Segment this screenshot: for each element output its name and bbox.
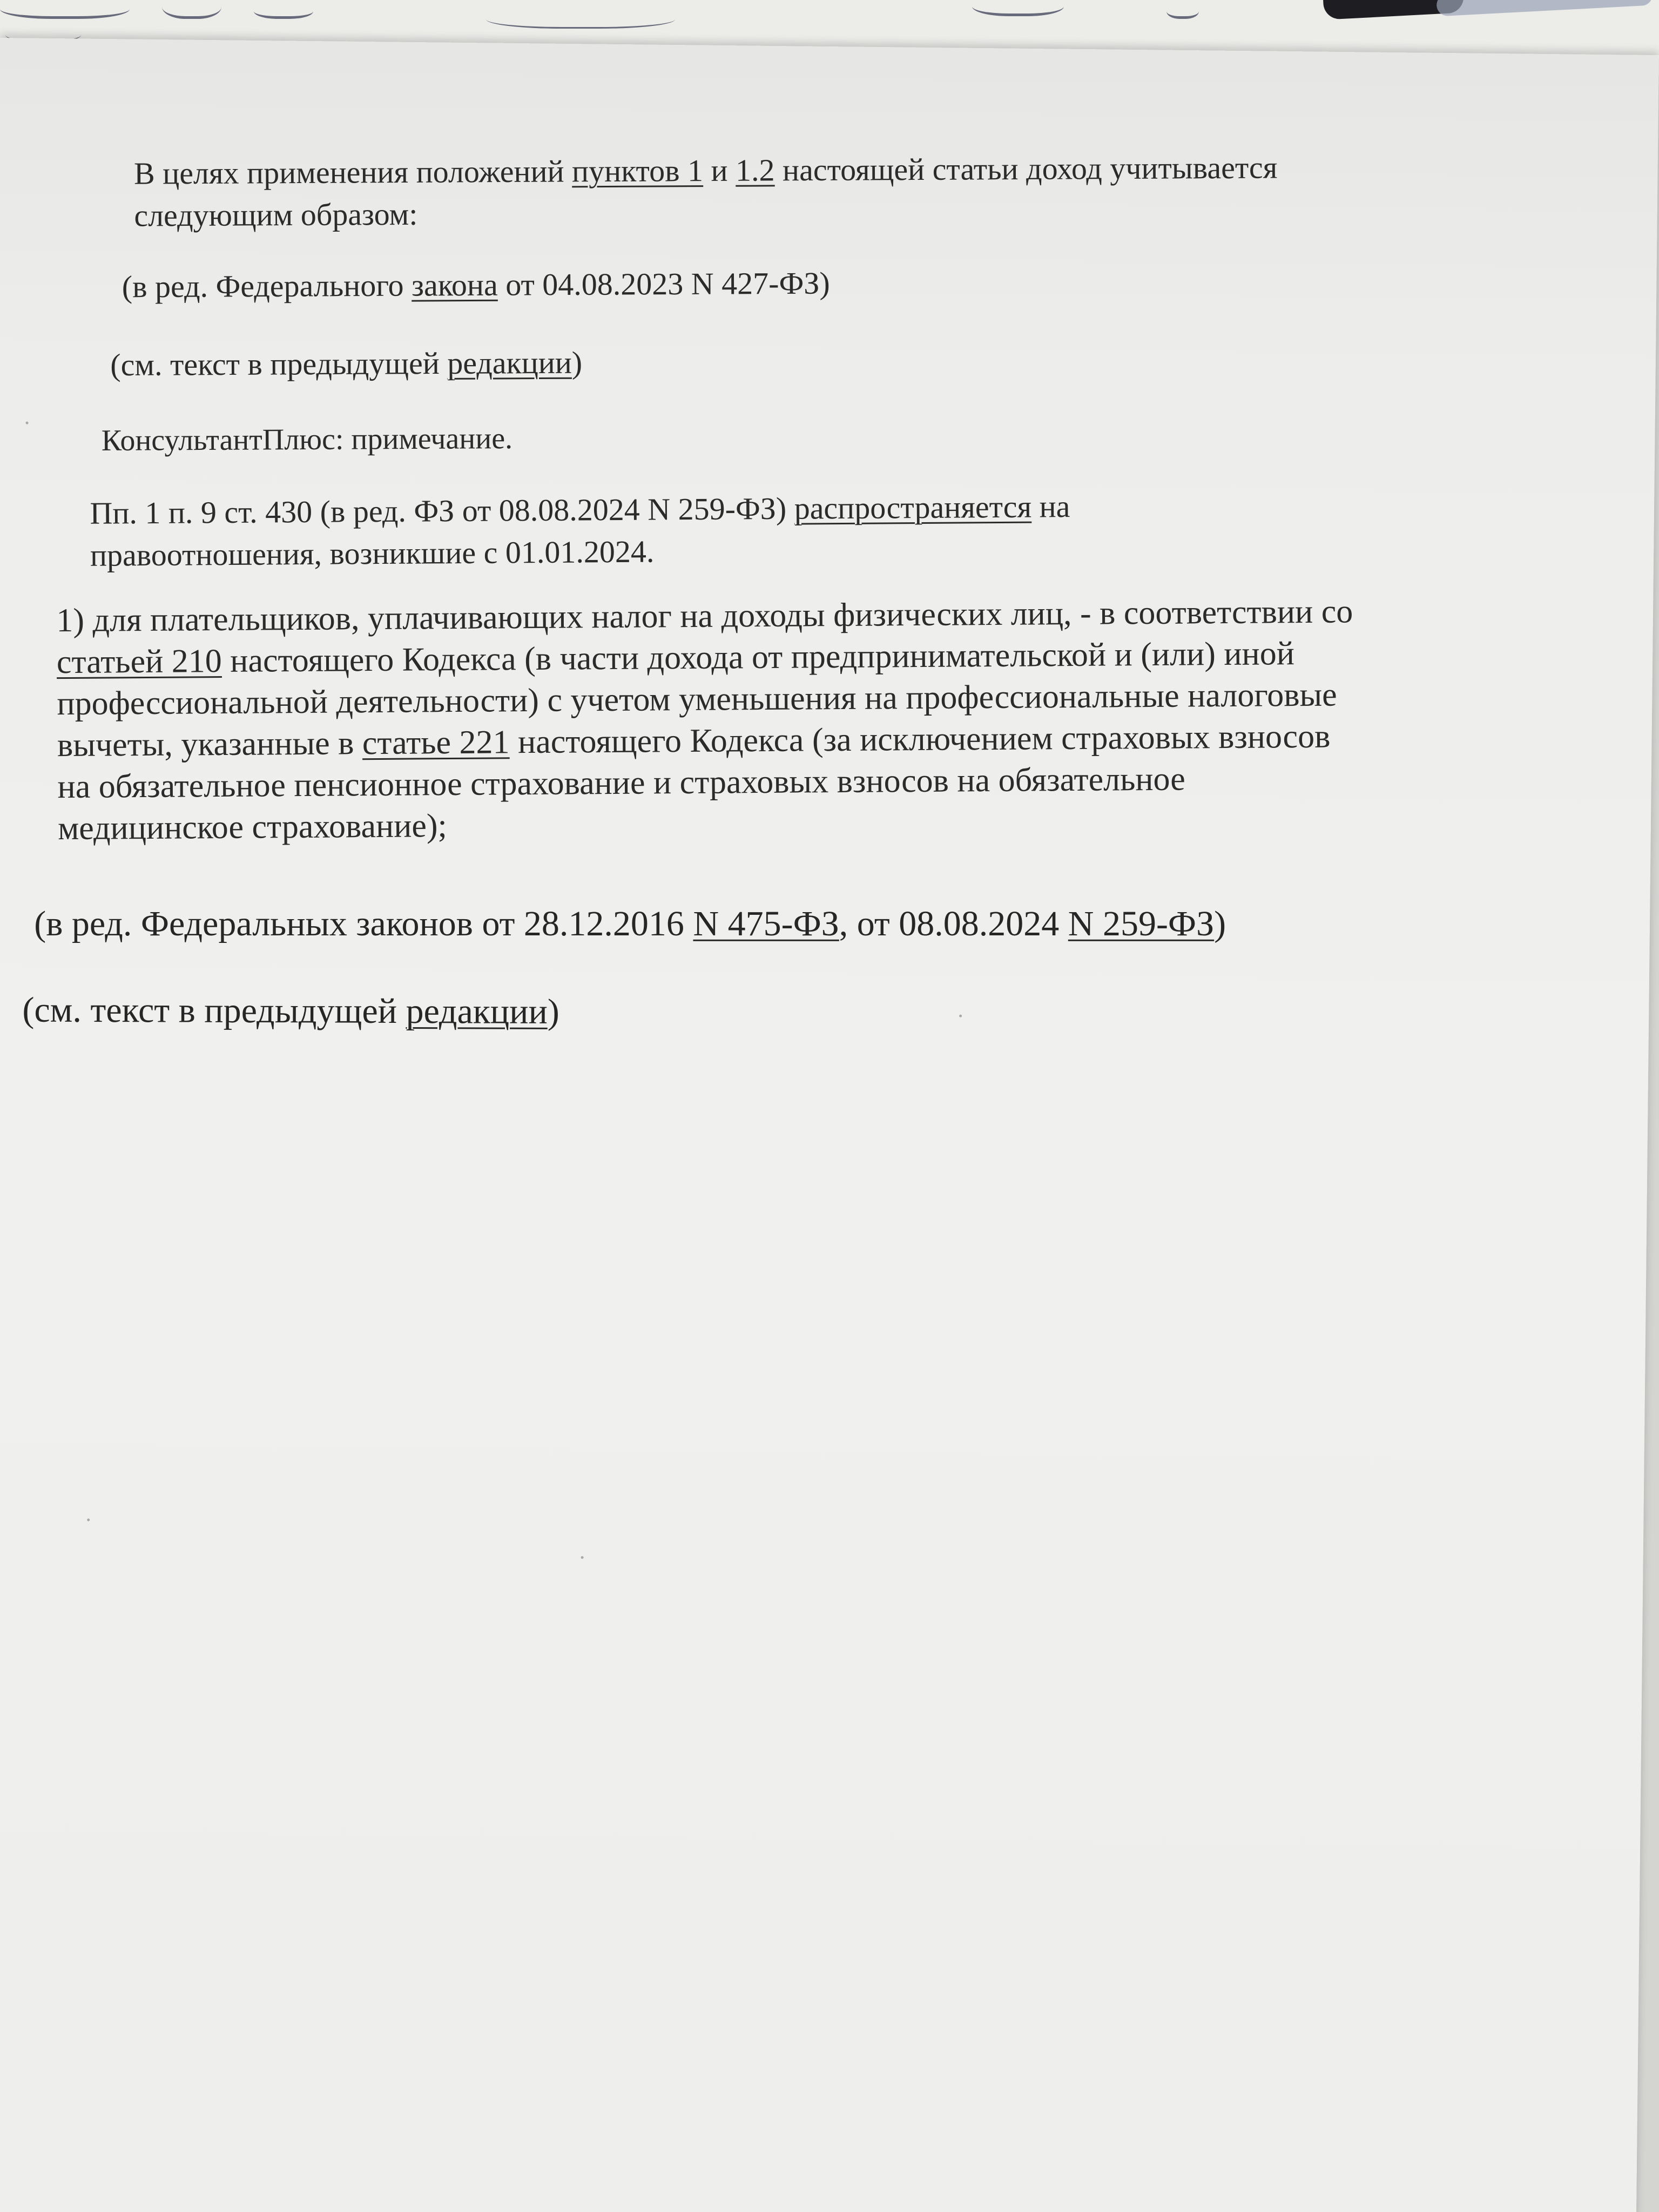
link-applies[interactable]: распространяется xyxy=(794,489,1032,526)
pen-tip-shape xyxy=(1436,0,1653,16)
link-article-221[interactable]: статье 221 xyxy=(362,724,510,762)
p7-text-b: , от 08.08.2024 xyxy=(839,903,1068,943)
link-article-210[interactable]: статьей 210 xyxy=(56,643,222,681)
p6-line3: профессиональной деятельности) с учетом уменьшения на профессиональные налоговые xyxy=(57,676,1337,723)
link-law-259[interactable]: N 259-ФЗ xyxy=(1068,903,1215,943)
p3-text-a: (см. текст в предыдущей xyxy=(110,345,448,383)
p6-line5: на обязательное пенсионное страхование и страховых взносов на обязательное xyxy=(57,760,1186,806)
p7-text-a: (в ред. Федеральных законов от 28.12.2016 xyxy=(34,903,693,943)
p5-text-b: на xyxy=(1031,489,1070,524)
p7-text-c: ) xyxy=(1214,903,1226,943)
consultant-note-body xyxy=(90,485,1070,577)
p1-text-b: и xyxy=(703,152,736,188)
previous-edition-note-1 xyxy=(110,342,582,387)
link-law-475[interactable]: N 475-ФЗ xyxy=(693,903,839,943)
revision-note-2023 xyxy=(122,262,830,308)
p5-text-a: Пп. 1 п. 9 ст. 430 (в ред. ФЗ от 08.08.2024 N 259-ФЗ) xyxy=(90,490,794,531)
document-page xyxy=(0,38,1659,2212)
previous-edition-note-2 xyxy=(22,989,559,1034)
handwriting-scribble xyxy=(162,0,221,19)
p6-line2-b: настоящего Кодекса (в части дохода от предпринимательской и (или) иной xyxy=(221,635,1295,680)
p6-line1: 1) для плательщиков, уплачивающих налог на доходы физических лиц, - в соответствии со xyxy=(56,593,1353,639)
paper-speck xyxy=(87,1519,90,1521)
handwriting-scribble xyxy=(486,5,675,29)
link-law[interactable]: закона xyxy=(411,267,498,303)
p8-text-b: ) xyxy=(547,992,559,1032)
p4-text: КонсультантПлюс: примечание. xyxy=(101,422,513,458)
p3-text-b: ) xyxy=(571,345,583,380)
revision-note-laws xyxy=(34,902,1226,946)
p6-line6: медицинское страхование); xyxy=(57,807,448,847)
p8-text-a: (см. текст в предыдущей xyxy=(22,990,406,1031)
link-previous-edition-2[interactable]: редакции xyxy=(406,992,548,1031)
link-points-1[interactable]: пунктов 1 xyxy=(571,153,704,189)
paper-speck xyxy=(581,1556,584,1559)
p1-text-a: В целях применения положений xyxy=(133,153,572,191)
p1-text-c: настоящей статьи доход учитывается xyxy=(774,150,1278,188)
handwriting-scribble xyxy=(0,0,130,19)
p1-line2: следующим образом: xyxy=(134,196,418,233)
link-previous-edition-1[interactable]: редакции xyxy=(447,345,572,381)
p2-text-b: от 04.08.2023 N 427-ФЗ) xyxy=(497,265,830,302)
document-content xyxy=(0,38,1659,1135)
handwriting-scribble xyxy=(254,0,313,19)
p6-line4-b: настоящего Кодекса (за исключением страховых взносов xyxy=(509,718,1331,761)
handwriting-scribble xyxy=(1166,0,1199,19)
paper-speck xyxy=(959,1015,962,1017)
consultant-note-heading xyxy=(102,417,513,462)
p5-line2: правоотношения, возникшие с 01.01.2024. xyxy=(90,534,655,573)
intro-paragraph xyxy=(134,147,1278,237)
p6-line4-a: вычеты, указанные в xyxy=(57,725,363,764)
p2-text-a: (в ред. Федерального xyxy=(122,267,412,305)
paper-speck xyxy=(26,422,29,424)
handwriting-scribble xyxy=(972,0,1064,16)
item-1-paragraph xyxy=(56,591,1354,849)
link-point-1-2[interactable]: 1.2 xyxy=(735,152,775,188)
